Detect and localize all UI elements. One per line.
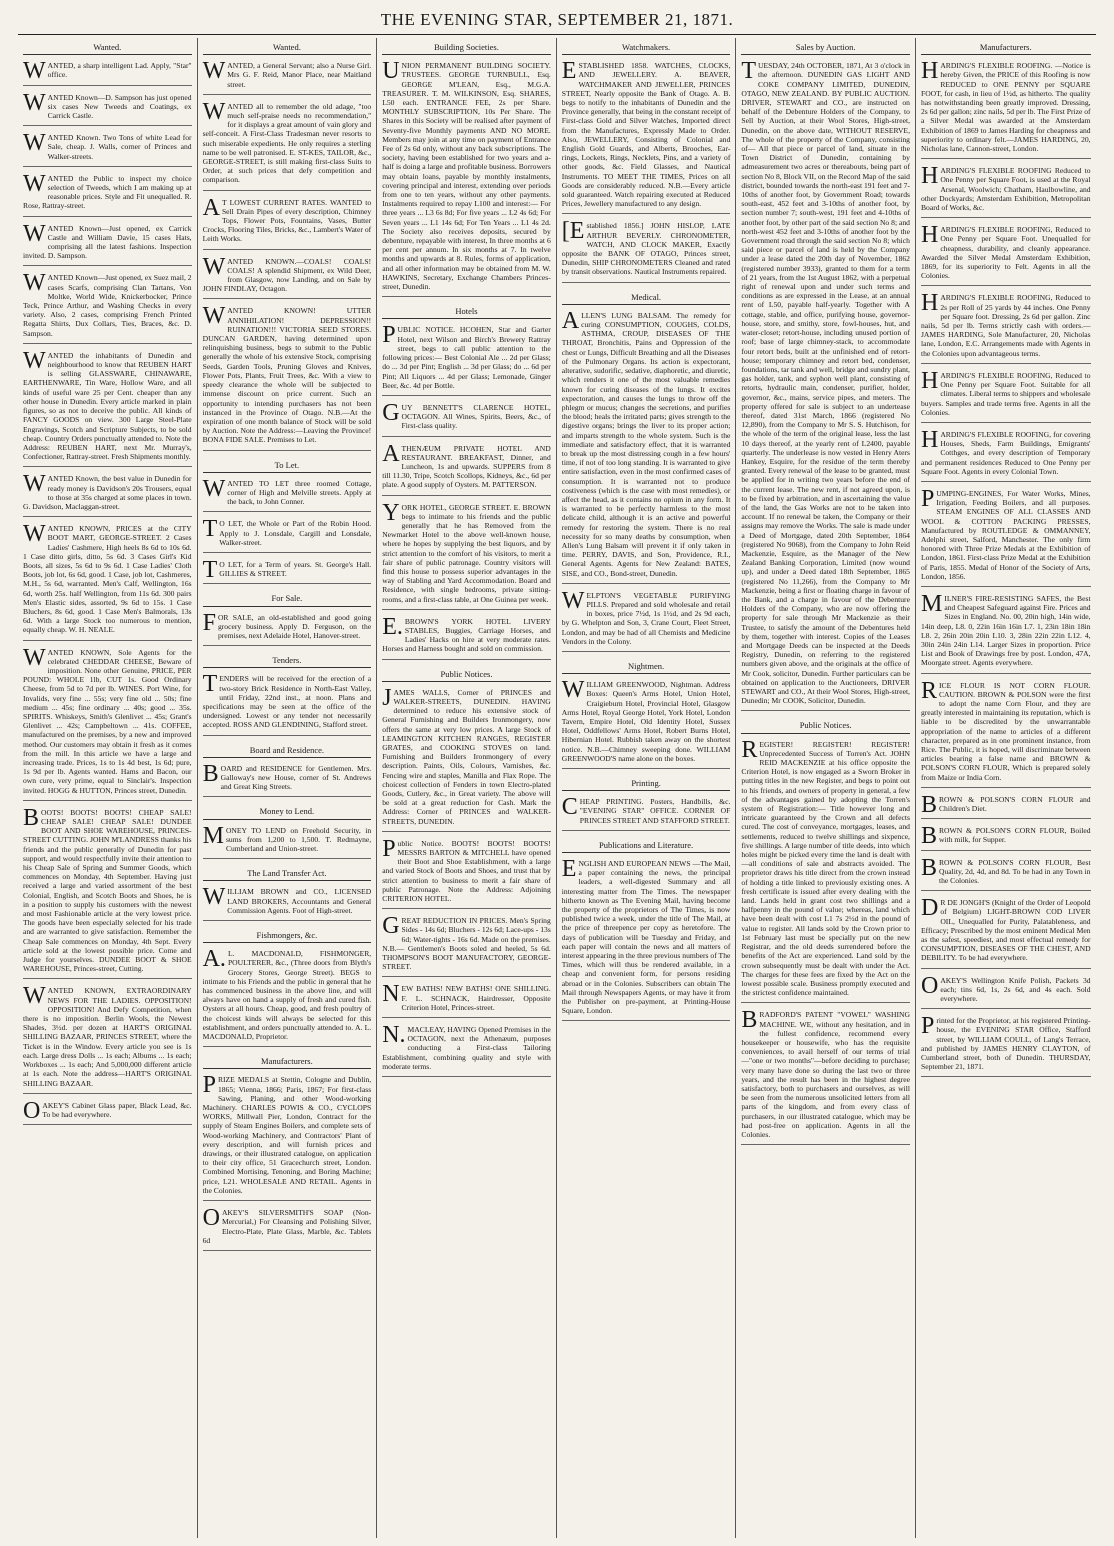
- section-heading: Publications and Literature.: [562, 838, 731, 853]
- advertisement: N.MACLEAY, HAVING Opened Premises in the OCTAGON, next the Athenæum, purposes conducting a First-class Tailoring Establishment, combining quality and style with moderate terms.: [382, 1025, 551, 1077]
- advertisement: AT LOWEST CURRENT RATES. WANTED to Sell Drain Pipes of every description, Chimney Tops, Flower Pots, Fountains, Vases, Butter Crocks, Flooring Tiles, Bricks, &c., Lambert's Water of Leith Works.: [203, 198, 372, 250]
- advertisement: OAKEY'S Cabinet Glass paper, Black Lead, &c. To be had everywhere.: [23, 1097, 192, 1124]
- advertisement: WANTED Known. Two Tons of white Lead for Sale, cheap. J. Walls, corner of Princes and Walker-streets.: [23, 133, 192, 167]
- section-heading: Wanted.: [23, 40, 192, 55]
- section-heading: Tenders.: [203, 653, 372, 668]
- advertisement: BROWN & POLSON'S CORN FLOUR, Best Quality, 2d, 4d, and 8d. To be had in any Town in the Colonies.: [921, 858, 1091, 892]
- advertisement: ATHENÆUM PRIVATE HOTEL AND RESTAURANT. BREAKFAST, Dinner, and Luncheon, 1s and upwards. SUPPERS from 8 till 11.30, Tripe, Scotch Scollops, Kidneys, &c., 6d per plate. A good supply of Oysters. M. PATTERSON.: [382, 444, 551, 496]
- advertisement: BRADFORD'S PATENT "VOWEL" WASHING MACHINE. WE, without any hesitation, and in the fullest confidence, recommend every housekeeper or housewife, who has the requisite conveniences, to avail herself of our terms of trial—"one or two months"—before deciding to purchase; very many have done so during the last two or three years, and the result has been in the highest degree satisfactory, both to purchasers and ourselves, as will be seen from the numerous unsolicited letters from all parts of the kingdom, and from every class of purchasers, in our illustrated catalogue, which may be had post-free on application. Agents in all the Colonies.: [741, 1010, 910, 1145]
- advertisement: HARDING'S FLEXIBLE ROOFING. —Notice is hereby Given, the PRICE of this Roofing is now REDUCED to ONE PENNY per SQUARE FOOT, for cash, in lieu of 1½d, as hitherto. The quality has notwithstanding been greatly improved. Dressing, 2s 6d per gallon; zinc nails, 5d per lb. The First Prize of a Silver Medal was awarded at the Amsterdam Exhibition of 1869 to James Harding for cheapness and superiority to ordinary felt.—JAMES HARDING, 20, Nicholas lane, Cannon-street, London.: [921, 61, 1091, 159]
- advertisement: PRIZE MEDALS at Stettin, Cologne and Dublin, 1865; Vienna, 1866; Paris, 1867; For first-class Sawing, Planing, and other Wood-working Machinery. CHARLES POWIS & CO., CYCLOPS WORKS, Millwall Pier, London, Contract for the supply of Steam Engines Boilers, and complete sets of Wood-working Machinery, and Contractors' Plant of every description, and will furnish prices and drawings, or their illustrated catalogue, on application to their city office, 51 Gracechurch street, London. Combined Mortising, Tenoning, and Boring Machine; price, L21. WHOLESALE AND RETAIL. Agents in the Colonies.: [203, 1075, 372, 1201]
- advertisement: WILLIAM GREENWOOD, Nightman. Address Boxes: Queen's Arms Hotel, Union Hotel, Craigieburn Hotel, Provincial Hotel, Glasgow Arms Hotel, Royal George Hotel, York Hotel, London Tavern, Empire Hotel, Old Identity Hotel, Sussex Hotel, Oddfellows' Arms Hotel, Robert Burns Hotel, Hibernian Hotel. Rubbish taken away on the shortest notice. N.B.—Chimney sweeping done. WILLIAM GREENWOOD'S name alone on the boxes.: [562, 680, 731, 769]
- advertisement: WANTED KNOWN, EXTRAORDINARY NEWS FOR THE LADIES. OPPOSITION! OPPOSITION! And Defy Competition, when there is no imposition. Berlin Wools, the Newest Shades, 3½d. per dozen at HART'S ORIGINAL SHILLING BAZAAR, PRINCES STREET, where the Ticket is in the Window. Every article you see is 1s each. Large dress Dolls ... 1s each; Albums ... 1s each; Workboxes ... 1s each; And 5,000,000 different article at 1s each. Note the address—HART'S ORIGINAL SHILLING BAZAAR.: [23, 986, 192, 1093]
- advertisement: JAMES WALLS, Corner of PRINCES and WALKER-STREETS, DUNEDIN. HAVING determined to reduce his extensive stock of General Furnishing and Builders Ironmongery, now offers the same at very low prices. A large Stock of LEAMINGTON KITCHEN RANGES, REGISTER GRATES, and COOKING STOVES on land. Furnishing and Builders Ironmongery of every description. Paints, Oils, Colours, Varnishes, &c. Fencing wire and staples, Manilla and Flax Rope. The choicest collection of Fenders in town Electro-plated Goods, Cutlery, &c., in Great variety. The above will be sold at a great reduction for Cash. Mark the Address: Corner of PRINCES and WALKER-STREETS, DUNEDIN.: [382, 688, 551, 832]
- advertisement: YORK HOTEL, GEORGE STREET. E. BROWN begs to intimate to his friends and the public generally that he has Removed from the Newmarket Hotel to the above well-known house, where he hopes by supplying the best liquors, and by strict attention to the comfort of his visitors, to merit a fair share of public patronage. Country visitors will find this house to possess superior advantages in the way of Stabling and Yard Accommodation. Board and Residence, with single bedrooms, private sitting-rooms, and a first-class table, at One Guinea per week.: [382, 503, 551, 610]
- advertisement: TO LET, the Whole or Part of the Robin Hood. Apply to J. Lonsdale, Cargill and Lonsdale, Walker-street.: [203, 519, 372, 553]
- column-5: [736, 38, 916, 1538]
- advertisement: HARDING'S FLEXIBLE ROOFING, for covering Houses, Sheds, Farm Buildings, Emigrants' Cotthges, and every description of Temporary and permanent residences Reduced to One Penny per Square Foot. Agents in every Colonial Town.: [921, 430, 1091, 482]
- advertisement: Public Notice. BOOTS! BOOTS! BOOTS! MESSRS BARTON & MITCHELL have opened their Boot and Shoe Establishment, with a large and varied Stock of Boots and Shoes, and trust that by strict attention to business to merit a fair share of public Patronage. Note the Address: Adjoining CRITERION HOTEL.: [382, 839, 551, 909]
- advertisement: WANTED the inhabitants of Dunedin and neighbourhood to know that REUBEN HART is selling GLASSWARE, CHINAWARE, EARTHENWARE, Tin Ware, Hollow Ware, and all kinds of useful ware 25 per Cent. cheaper than any other house in Dunedin. Every article marked in plain figures, so as not to deceive the public. All kinds of FANCY GOODS on view. 300 Large Steel-Plate Engravings, Scotch and Scripture Subjects, to be sold cheap. Country Orders punctually attended to. Note the Address: REUBEN HART, next Mr. Murray's, Confectioner, Rattray-street. Fresh Shipments monthly.: [23, 351, 192, 467]
- advertisement: WILLIAM BROWN and CO., LICENSED LAND BROKERS, Accountants and General Commission Agents. Foot of High-street.: [203, 887, 372, 921]
- advertisement: HARDING'S FLEXIBLE ROOFING Reduced to One Penny per Square Foot, is used at the Royal Arsenal, Woolwich; Chatham, Haulbowline, and other Dockyards; Amsterdam Exhibition, Metropolitan Board of Works, &c.: [921, 166, 1091, 218]
- advertisement: HARDING'S FLEXIBLE ROOFING, Reduced to One Penny per Square Foot. Unequalled for cheapness, durability, and cleanly appearance. Awarded the Silver Medal Amsterdam Exhibition, 1869, for its superiority to Felt. Agents in all the Colonies.: [921, 225, 1091, 286]
- section-heading: Public Notices.: [741, 718, 910, 733]
- advertisement: BROWN & POLSON'S CORN FLOUR, Boiled with milk, for Supper.: [920, 823, 1091, 850]
- advertisement: RICE FLOUR IS NOT CORN FLOUR. CAUTION. BROWN & POLSON were the first to adopt the name Corn Flour, and they are greatly interested in maintaining its reputation, which is liable to be discredited by the unwarrantable appropriation of the name to articles of a different character, prepared as in one prominent instance, from Rice. The Public, it is hoped, will discriminate between articles bearing a false name and BROWN & POLSON'S CORN FLOUR, Which is prepared solely from Maize or India Corn.: [921, 681, 1091, 788]
- masthead-rule: [18, 34, 1096, 35]
- advertisement: BOOTS! BOOTS! BOOTS! CHEAP SALE! CHEAP SALE! CHEAP SALE! DUNDEE BOOT AND SHOE WAREHOUSE, PRINCES-STREET CUTTING. JOHN M'LANDRESS thanks his friends and the public generally of Dunedin for past support, and would respectfully invite their attention to his Cheap Sale of Spring and Summer Goods, which commences on Monday, 4th September. Having just received a large and varied assortment of the best Colonial, English, and Scotch Boots and Shoes, he is in a position to supply his customers with the newest and most Fashionable article at the very lowest price. The goods have been especially selected for his trade and are warranted to give satisfaction. Remember the Cheap Sale commences on Monday, 4th Sept. Every article sold at the lowest possible price. Come and Judge for yourselves. DUNDEE BOOT & SHOE WAREHOUSE, Princes-street, Cutting.: [23, 808, 192, 980]
- advertisement: WANTED KNOWN! UTTER ANNIHILATION! DEPRESSION!! RUINATION!!! VICTORIA SEED STORES. DUNCAN GARDEN, having determined upon relinquishing business, begs to submit to the Public generally the whole of his extensive Stock, comprising Seeds, Garden Tools, Pruning Gloves and Knives, Flower Pots, Plants, Fruit Trees, &c. With a view to speedy clearance the whole will be subjected to immense discount on price current. Such an opportunity to intending purchasers has not been instanced in the Province of Otago. N.B.—At the expiration of one month balance of Stock will be sold by Auction. Note the Address:—Leaving the Province! BONA FIDE SALE. Premises to Let.: [203, 306, 372, 450]
- section-heading: The Land Transfer Act.: [203, 866, 372, 881]
- advertisement: FOR SALE, an old-established and good going grocery business. Apply D. Ferguson, on the premises, next Adelaide Hotel, Hanover-street.: [203, 613, 372, 647]
- advertisement: MONEY TO LEND on Freehold Security, in sums from 1,200 to 1,500. T. Redmayne, Cumberland and Union-street.: [203, 826, 372, 860]
- advertisement: BOARD and RESIDENCE for Gentlemen. Mrs. Galloway's new House, corner of St. Andrews and Great King Streets.: [203, 764, 372, 798]
- advertisement: WANTED KNOWN.—COALS! COALS! COALS! A splendid Shipment, ex Wild Deer, from Glasgow, now Landing, and on Sale by JOHN FINDLAY, Octagon.: [203, 257, 372, 300]
- advertisement: WANTED the Public to inspect my choice selection of Tweeds, which I am making up at reasonable prices. Style and Fit unequalled. R. Rose, Rattray-street.: [23, 174, 192, 217]
- advertisement: WANTED Known—Just opened, ex Carrick Castle and William Davie, 15 cases Hats, comprising all the latest fashions. Inspection invited. D. Sampson.: [23, 224, 192, 267]
- advertisement: WANTED Known—Just opened, ex Suez mail, 2 cases Scarfs, comprising Clan Tartans, Von Moltke, World Wide, Knickerbocker, Prince Teck, Prince Arthur, and Washing Checks in every variety. Also, 2 cases, comprising French Printed Regatta Shirts, Dux Collars, Ties, Braces, &c. D. Sampson.: [23, 273, 192, 343]
- advertisement: GUY BENNETT'S CLARENCE HOTEL, OCTAGON. All Wines, Spirits, Beers, &c., of First-class quality.: [382, 403, 551, 437]
- advertisement: A.L. MACDONALD, FISHMONGER, POULTERER, &c., (Three doors from Blyth's Grocery Stores, George Street). BEGS to intimate to his Friends and the public in general that he has commenced business in the above line, and will always have on hand a supply of fresh and cured fish. Oysters at all hours. Cheap, good, and fresh poultry of the choicest kinds will always be selected for this establishment, and orders punctually attended to. A. L. MACDONALD, Proprietor.: [203, 949, 372, 1047]
- masthead: THE EVENING STAR, SEPTEMBER 21, 1871.: [380, 10, 734, 29]
- advertisement: TUESDAY, 24th OCTOBER, 1871, At 3 o'clock in the afternoon. DUNEDIN GAS LIGHT AND COKE COMPANY LIMITED, DUNEDIN, OTAGO, NEW ZEALAND. BY PUBLIC AUCTION. DRIVER, STEWART and CO., are instructed on behalf of the Debenture Holders of the Company, to Sell by Auction, at their Wool Stores, High-street, Dunedin, on the above date, WITHOUT RESERVE, The whole of the property of the Company, consisting of— All that piece or parcel of land, situate in the Town District of Dunedin, containing by admeasurement two acres or thereabouts, being part of section No 8, Block VII, on the Record Map of the said district, bounded towards the north-east 191 feet and 7-10ths of another foot, by Government Road; towards south-east, 452 feet and 3-10ths of another foot, by section number 7; south-west, 191 feet and 4-10ths of another foot, by other part of the said section No 8; and north-west 452 feet and 3-10ths of another foot by the Government road through the said section No 8; which said piece or parcel of land is held by the Company under a lease dated the 20th day of November, 1862 (registered number 3933), granted to them for a term of 21 years, from the 1st August 1862, with a perpetual right of renewal upon and under such terms and conditions as are expressed in the Lease, at an annual rent of L50, payable half-yearly. Together with A cottage, stable, and office, purifying house, governor-house, store, and smithy, store, fowl-houses, hut, and water-closet; retort-house, including unused portion of roof; base of large chimney-stack, to accommodate four retort beds, built at the unfinished end of retort-house; temporary chimney and retort bed, condenser, foundations, tar tank and well, bridge and sundry plant, gas holder, tank, and syphon well plant, consisting of retorts, hydraulic main, condenser, purifier, holder, governor, &c., mains, service pipes, and meters. The property offered for sale is subject to an undertease thereof, dated 31st March, 1866 (registered No 12,890), from the Company to Mr S. S. Hutchison, for the whole of the term of the original lease, less the last 10 days thereof, at the yearly rent of L2400, payable quarterly. The underlease is now vested in Henry Aters Hankey, Esquire, for the residue of the term thereby granted. Every renewal of the lease to be granted, must be applied for in writing two years before the end of the current lease. The new rent, if not agreed upon, is to be fixed by arbitration, and in ascertaining the value of the land, the Gas Works are not to be taken into account. If no renewal be taken, the Company or their assigns may remove the Works. The sale is made under a Deed of Mortgage, dated 20th September, 1864 (registered No 9068), from the Company to John Reid Mackenzie, Esquire, as the Manager of the New Zealand Banking Corporation, Limited (now wound up), and under a Deed dated 18th September, 1865 (registered No 11,266), from the Company to Mr Mackenzie, being a first or floating charge in favour of the Bank, and a charge in favour of the Debenture Holders of the Company, who are now offering the property for sale through Mr Mackenzie as their Trustee, to satisfy the amount of the Debentures held by them, together with interest. Copies of the Leases and Mortgage Deeds can be inspected at the Deeds Registry, Dunedin, on referring to the registered numbers given above, and the originals at the office of Mr Cook, solicitor, Dunedin. Further particulars can be obtained on application to the Auctioneers, DRIVER STEWART and CO., At their Wool Stores, High-street, Dunedin; Mr COOK, Solicitor, Dunedin.: [741, 61, 910, 711]
- advertisement: WANTED, a General Servant; also a Nurse Girl. Mrs G. F. Reid, Manor Place, near Maitland street.: [203, 61, 372, 95]
- section-heading: Manufacturers.: [203, 1054, 372, 1069]
- advertisement: ALLEN'S LUNG BALSAM. The remedy for curing CONSUMPTION, COUGHS, COLDS, ASTHMA, CROUP, DISEASES OF THE THROAT, Bronchitis, Pains and Oppression of the chest or Lungs, Difficult Breathing and all the Diseases of the Pulmonary Organs. Its action is expectorant, alterative, sudorific, sedative, diaphoretic, and diuretic, which renders it one of the most valuable remedies known for curing diseases of the lungs. It excites expectoration, and causes the lungs to throw off the phlegm or mucus; changes the secretions, and purifies the blood; heals the irritated parts; gives strength to the digestive organs; brings the liver to its proper action; and imparts strength to the whole system. Such is the immediate and satisfactory effect, that it is warranted to break up the most distressing cough in a few hours' time, if not of too long standing. It is warranted to give entire satisfaction, even in the most confirmed cases of consumption. It is warranted not to produce costiveness (which is the case with most remedies), or affect the head, as it contains no opium in any form. It is warranted to be perfectly harmless to the most delicate child, although it is an active and powerful remedy for restoring the system. There is no real necessity for so many deaths by consumption, when Allen's Lung Balsam will prevent it if only taken in time. PERRY, DAVIS, and Son, Providence, R.I., General Agents. Agents for New Zealand: BATES, SISE, and CO., Bond-street, Dunedin.: [562, 311, 731, 584]
- advertisement: PUMPING-ENGINES, For Water Works, Mines, Irrigation, Feeding Boilers, and all purposes. STEAM ENGINES OF ALL CLASSES AND WOOL & COTTON PACKING PRESSES, Manufactured by ROUTLEDGE & OMMANNEY, Adelphi street, Salford, Manchester. The only firm honored with Three Prize Medals at the Exhibition of London, 1861. First-class Prize Medal at the Exhibition of Paris, 1855. Medal of Honor of the Society of Arts, London, 1856.: [921, 489, 1091, 587]
- section-heading: Fishmongers, &c.: [203, 928, 372, 943]
- advertisement: ESTABLISHED 1858. WATCHES, CLOCKS, AND JEWELLERY. A. BEAVER, WATCHMAKER AND JEWELLER, PRINCES STREET, Nearly opposite the Bank of Otago. A. B. begs to notify to the inhabitants of Dunedin and the Province generally, that being in the constant receipt of First-class Gold and Silver Watches, Imported direct from the Manufactures, Expressly Made to Order. Also, JEWELLERY, Consisting of Colonial and English Gold Guards, and Alberts, Brooches, Ear-rings, Lockets, Rings, Necklets, Pins, and a variety of other goods, &c. Field Glasses, and Nautical Instruments. TO MEET THE TIMES, Prices on all Goods are considerably reduced. N.B.—Every article sold guaranteed. Watch repairing executed at Reduced Prices, Jewellery manufactured to any design.: [562, 61, 731, 214]
- advertisement: REGISTER! REGISTER! REGISTER! Unprecedented Success of Torren's Act. JOHN REID MACKENZIE at his office opposite the Criterion Hotel, is now engaged as a Sworn Broker in putting titles in the new Register, and begs to point out to his friends, and owners of property in general, a few of the advantages gained by adopting the Torren's system of Registration:— Title however long and intricate guaranteed by the Crown and all defects cured. The cost of conveyance, mortgages, leases, and settlements, reduced to twelve shillings and sixpence, five shillings. A large number of title deeds, into which holes might be picked every time the land is dealt with—all conditions of sale and abstracts avoided. The proprietor draws his title direct from the crown instead of holding a title linked to previously existing ones. A fresh certificate is issued after every dealing with the land. Lands held in grant cost two shillings and a halfpenny in the pound of value; whereas, land which have been dealt with cost L1 7s 2½d in the pound of value to register. All lands sold by the Crown prior to 1st February last must be specially put on the new Registrar, and the old deeds surrendered before the benefits of the Act are experienced. Land sold by the crown subsequently must be dealt with under the Act. The charges for these fees are fixed by the Act on the lowest possible scale. Business promptly executed and the strictest confidence maintained.: [741, 740, 910, 1004]
- section-heading: Building Societies.: [382, 40, 551, 55]
- section-heading: Nightmen.: [562, 659, 731, 674]
- advertisement: UNION PERMANENT BUILDING SOCIETY. TRUSTEES. GEORGE TURNBULL, Esq. GEORGE M'LEAN, Esq., M.G.A. TREASURER. T. M. WILKINSON, Esq. SHARES, L50 each. ENTRANCE FEE, 2s per Share. MONTHLY SUBSCRIPTION, 10s Per Share. The Shares in this Society will be realised after payment of Seventy-five Monthly payments AND NO MORE. Members may join at any time on payment of Entrance Fee of 2s 6d only, without any back subscriptions. The society, having been established for two years and a-half is doing a large and profitable business. Borrowers may obtain loans, payable by monthly instalments, covering principal and interest, extending over periods from one to ten years, without any other payments. Instalments required to repay L100 and interest:— For three years ... L3 6s 8d; For five years ... L2 4s 6d; For Seven years ... L1 14s 6d; For Ten Years ... L1 4s 2d. The Society also receives deposits, secured by debenture, repayable with interest, In three months at 6 per cent per annum. In six months at 7. In twelve months and upwards at 8. Rules, forms of application, and all other information may be obtained from M. W. HAWKINS, Secretary, Exchange Chambers Princes-street, Dunedin.: [382, 61, 551, 297]
- advertisement: Printed for the Proprietor, at his registered Printing-house, the EVENING STAR Office, Stafford street, by WILLIAM COULL, of Lang's Terrace, and published by JAMES HENRY CLAYTON, of Cumberland street, both of Dunedin. THURSDAY, September 21, 1871.: [921, 1016, 1091, 1077]
- advertisement: E.BROWN'S YORK HOTEL LIVERY STABLES, Buggies, Carriage Horses, and Ladies' Hacks on hire at very moderate rates. Horses and Harness bought and sold on commission.: [382, 617, 551, 660]
- advertisement: HARDING'S FLEXIBLE ROOFING, Reduced to 2s per Roll of 25 yards by 44 inches. One Penny per Square foot. Dressing, 2s 6d per gallon. Zinc nails, 5d per lb. Terms strictly cash with orders.—JAMES HARDING, Sole Manufacturer, 20, Nicholas lane, London, E.C. Arrangements made with Agents in the Colonies upon advantageous terms.: [921, 293, 1091, 363]
- advertisement: HARDING'S FLEXIBLE ROOFING, Reduced to One Penny per Square Foot. Suitable for all climates. Liberal terms to shippers and wholesale buyers. Samples and trade terms free. Agents in all the Colonies.: [921, 371, 1091, 423]
- advertisement: WANTED KNOWN, Sole Agents for the celebrated CHEDDAR CHEESE, Beware of imposition. None other Genuine, PRICE, PER POUND: WHOLE 1lb, CUT 1s. Good Ordinary Cheese, from 5d to 7d per lb. WINES. Port Wine, for Invalids, very fine ... 55s; very fine old ... 50s; fine medium ... 45s; fine ordinary ... 40s; good ... 35s. SPIRITS. Whiskeys, Smith's Glenlivet ... 45s; Grant's Glenlivet ... 42s; Campbeltown ... 41s. COFFEE, manufactured on the premises, by a new and improved method. Our customers may obtain it fresh as it comes from the mill. In this article we have a large and increasing trade. Prices, 1s to 1s 4d best, 1s 6d; pure, 1s 9d per lb. Agents wanted. Hams and Bacon, our own cure, very prime, equal to Sinclair's. Inspection invited. HOGG & HUTTON, Princes street, Dunedin.: [23, 648, 192, 801]
- advertisement: WELPTON'S VEGETABLE PURIFYING PILLS. Prepared and sold wholesale and retail in boxes, price 7½d, 1s 1½d, and 2s 9d each, by G. Whelpton and Son, 3, Crane Court, Fleet Street, London, and may be had of all Chemists and Medicine Vendors in the Colony.: [562, 591, 731, 652]
- section-heading: Sales by Auction.: [741, 40, 910, 55]
- advertisement: MILNER'S FIRE-RESISTING SAFES, the Best and Cheapest Safeguard against Fire. Prices and Sizes in England. No. 00, 20in high, 14in wide, 14in deep, L8. 0, 22in 16in 16in L7. 1, 23in 18in 18in L8. 2, 26in 20in 20in L10. 3, 28in 22in 22in L12. 4, 30in 24in 24in L14. Larger Sizes in proportion. Price List and Book of Drawings free by post. London, 47A, Moorgate street. Agents everywhere.: [921, 594, 1091, 674]
- advertisement: GREAT REDUCTION IN PRICES. Men's Spring Sides - 14s 6d; Bluchers - 12s 6d; Lace-ups - 13s 6d; Water-tights - 16s 6d. Made on the premises. N.B.— Gentlemen's Boots soled and heeled, 5s 6d. THOMPSON'S BOOT MANUFACTORY, GEORGE-STREET.: [382, 916, 551, 977]
- advertisement: WANTED KNOWN, PRICES at the CITY BOOT MART, GEORGE-STREET. 2 Cases Ladies' Cashmere, High heels 8s 6d to 10s 6d. 1 Case ditto girls, ditto, 5s 6d. 3 Cases Girl's Kid Boots, all sizes, 5s 6d to 9s 6d. 1 Case Ladies' Cloth Boots, job lot, 6s 6d, good. 1 Case, job lot, Cashmeres, M.H., 5s 6d, warranted. Men's Calf, Wellington, 16s 6d, worth 25s. half Wellington, from 11s 6d. 300 pairs Men's Elastic sides, assorted, 9s 6d to 15s. 1 Case Bluchers, 8s 6d, good. 1 Case Men's Balmorals, 13s 6d. With a large Stock too numerous to mention, equally cheap. W. H. NEALE.: [23, 524, 192, 640]
- section-heading: Wanted.: [203, 40, 372, 55]
- advertisement: [Established 1856.] JOHN HISLOP, LATE ARTHUR BEVERLY. CHRONOMETER, WATCH, AND CLOCK MAKER, Exactly opposite the BANK OF OTAGO, Princes street, Dunedin, SHIP CHRONOMETERS Cleaned and rated by transit observations. Nautical Instruments repaired.: [562, 221, 731, 282]
- section-heading: Printing.: [562, 776, 731, 791]
- section-heading: For Sale.: [203, 591, 372, 606]
- advertisement: WANTED Known, the best value in Dunedin for ready money is Davidson's 20s Trousers, equal to those at 35s charged at some places in town. G. Davidson, Maclaggan-street.: [23, 474, 192, 517]
- advertisement: CHEAP PRINTING. Posters, Handbills, &c. "EVENING STAR" OFFICE. CORNER OF PRINCES STREET AND STAFFORD STREET.: [562, 797, 731, 831]
- advertisement: WANTED Known—D. Sampson has just opened six cases New Tweeds and Coatings, ex Carrick Castle.: [23, 93, 192, 127]
- advertisement: TO LET, for a Term of years. St. George's Hall. GILLIES & STREET.: [202, 556, 372, 583]
- advertisement: WANTED all to remember the old adage, "too much self-praise needs no recommendation," for it displays a great amount of vain glory and self-conceit. A First-Class Tradesman never resorts to such miserable expedients. He only requires a sterling name to be well patronised. E. ST-KES, TAILOR, &c., GEORGE-STREET, is still making first-class Suits to Order, at such prices that defy competition and comparison.: [203, 102, 372, 191]
- advertisement: OAKEY'S SILVERSMITH'S SOAP (Non-Mercurial,) For Cleansing and Polishing Silver, Electro-Plate, Plate Glass, Marble, &c. Tablets 6d: [203, 1208, 372, 1251]
- columns: [18, 38, 1096, 1538]
- section-heading: Manufacturers.: [921, 40, 1091, 55]
- column-3: [377, 38, 557, 1538]
- advertisement: TENDERS will be received for the erection of a two-story Brick Residence in North-East Valley, until Friday, 22nd inst., at noon. Plans and specifications may be seen at the office of the undersigned. Lowest or any tender not necessarily accepted. ROSS AND GLENDINING, Stafford street.: [203, 674, 372, 735]
- section-heading: To Let.: [203, 458, 372, 473]
- section-heading: Public Notices.: [382, 667, 551, 682]
- advertisement: PUBLIC NOTICE. HCOHEN, Star and Garter Hotel, next Wilson and Birch's Brewery Rattray street, begs to call public attention to the following prices:— Best Colonial Ale ... 2d per Glass; do ... 3d per Pint; English ... 3d per Glass; do ... 6d per Pint; All Liquors ... 4d per Glass; Lemonade, Ginger Beer, &c. 4d per Bottle.: [382, 325, 551, 395]
- column-2: [198, 38, 378, 1538]
- advertisement: ENGLISH AND EUROPEAN NEWS —The Mail, a paper containing the news, the principal leaders, a well-digested Summary and all interesting matter from The Times. The newspaper hitherto known as The Evening Mail, having become the property of the proprietors of The Times, is now published twice a week, under the title of The Mail, at the price of threepence per copy as heretofore. The days of publication will be Tuesday and Friday, and each paper will contain the news and all matters of interest appearing in the three previous numbers of The Times, which will thus be rendered available, in a cheap and convenient form, for persons residing abroad or in the Colonies. Subscribers can obtain The Mail through Newspapers Agents, or may have it from the Publisher on pre-payment, at Printing-House Square, London.: [562, 859, 731, 1021]
- advertisement: NEW BATHS! NEW BATHS! ONE SHILLING. F. L. SCHNACK, Hairdresser, Opposite Criterion Hotel, Princes-street.: [382, 984, 551, 1018]
- advertisement: WANTED, a sharp intelligent Lad. Apply, "Star" office.: [23, 58, 192, 85]
- section-heading: Watchmakers.: [562, 40, 731, 55]
- section-heading: Money to Lend.: [203, 804, 372, 819]
- section-heading: Hotels: [382, 304, 551, 319]
- column-4: [557, 38, 737, 1538]
- advertisement: DR DE JONGH'S (Knight of the Order of Leopold of Belgium) LIGHT-BROWN COD LIVER OIL, Unequalled for Purity, Palatableness, and Efficacy; Prescribed by the most eminent Medical Men as the safest, speediest, and most effectual remedy for CONSUMPTION, DISEASES OF THE CHEST, AND DEBILITY. To be had everywhere.: [921, 898, 1091, 968]
- advertisement: WANTED TO LET three roomed Cottage, corner of High and Melville streets. Apply at the back, to John Conner.: [203, 479, 372, 513]
- section-heading: Board and Residence.: [203, 743, 372, 758]
- column-1: [18, 38, 198, 1538]
- section-heading: Medical.: [562, 290, 731, 305]
- advertisement: OAKEY'S Wellington Knife Polish, Packets 3d each; tins 6d, 1s, 2s 6d, and 4s each. Sold everywhere.: [921, 976, 1091, 1010]
- advertisement: BROWN & POLSON'S CORN FLOUR and Children's Diet.: [920, 791, 1091, 818]
- column-6: [916, 38, 1096, 1538]
